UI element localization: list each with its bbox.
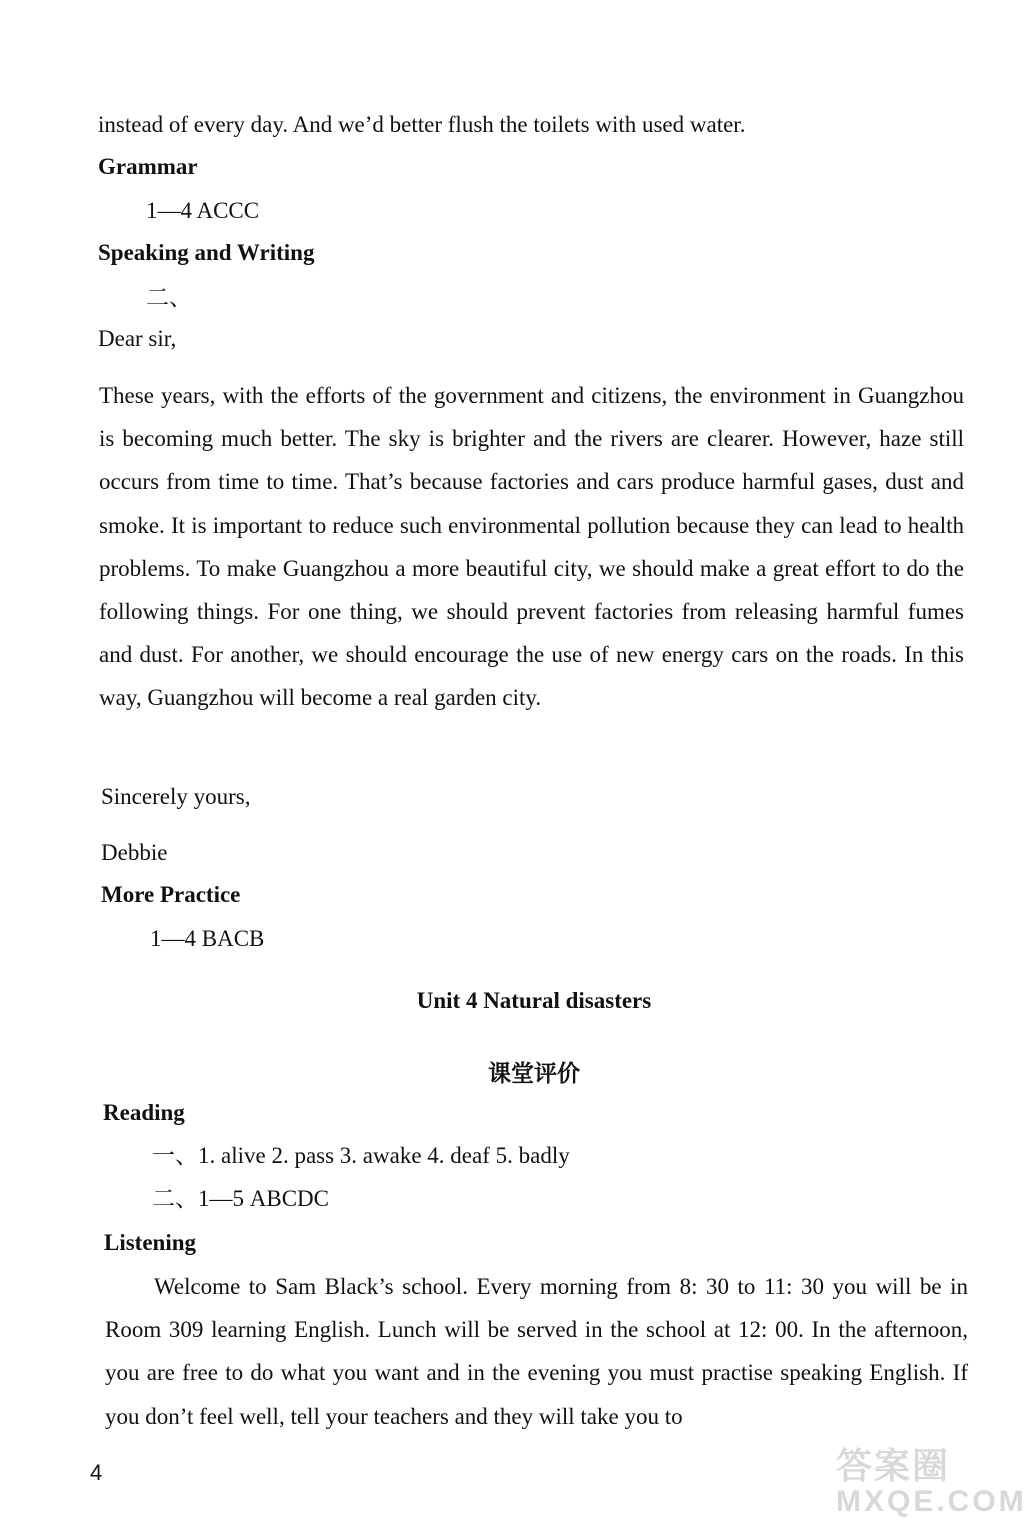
unit-title: Unit 4 Natural disasters bbox=[416, 988, 652, 1013]
letter-closing: Sincerely yours, bbox=[101, 784, 251, 809]
page-number: 4 bbox=[90, 1460, 103, 1485]
continuation-line: instead of every day. And we’d better flush the toilets with used water. bbox=[98, 112, 746, 137]
watermark-logo bbox=[836, 1438, 1028, 1536]
section-heading-reading: Reading bbox=[103, 1100, 185, 1125]
letter-body: These years, with the efforts of the government and citizens, the environment in Guangzhou is becoming much better. The sky is brighter and the rivers are clearer. However, haze still occurs from time to time. That’s because factories and cars produce harmful gases, dust and smoke. It is important to reduce such environmental pollution because they can lead to health problems. To make Guangzhou a more beautiful city, we should make a great effort to do the following things. For one thing, we should prevent factories from releasing harmful fumes and dust. For another, we should encourage the use of new energy cars on the roads. In this way, Guangzhou will become a real garden city. bbox=[99, 383, 964, 711]
watermark-text-top: 答案圈 bbox=[836, 1446, 951, 1487]
grammar-answers: 1—4 ACCC bbox=[146, 198, 260, 223]
reading-answers-part2: 二、1—5 ABCDC bbox=[152, 1186, 329, 1211]
section-heading-listening: Listening bbox=[104, 1230, 197, 1255]
watermark-text-bottom: MXQE.COM bbox=[836, 1485, 1027, 1518]
section-heading-more-practice: More Practice bbox=[101, 882, 241, 907]
letter-greeting: Dear sir, bbox=[98, 326, 177, 351]
reading-answers-part1: 一、1. alive 2. pass 3. awake 4. deaf 5. badly bbox=[152, 1143, 570, 1168]
section-heading-grammar: Grammar bbox=[98, 154, 198, 179]
unit-subtitle: 课堂评价 bbox=[488, 1061, 580, 1087]
question-marker: 二、 bbox=[146, 285, 192, 311]
letter-signature: Debbie bbox=[101, 840, 168, 865]
more-practice-answers: 1—4 BACB bbox=[150, 926, 265, 951]
section-heading-speaking-writing: Speaking and Writing bbox=[98, 240, 315, 265]
listening-text: Welcome to Sam Black’s school. Every morning from 8: 30 to 11: 30 you will be in Room 309 learning English. Lunch will be served in the school at 12: 00. In the afternoon, you are free to do what you want and in the evening you must practise speaking English. If you don’t feel well, tell your teachers and they will take you to bbox=[105, 1274, 968, 1429]
